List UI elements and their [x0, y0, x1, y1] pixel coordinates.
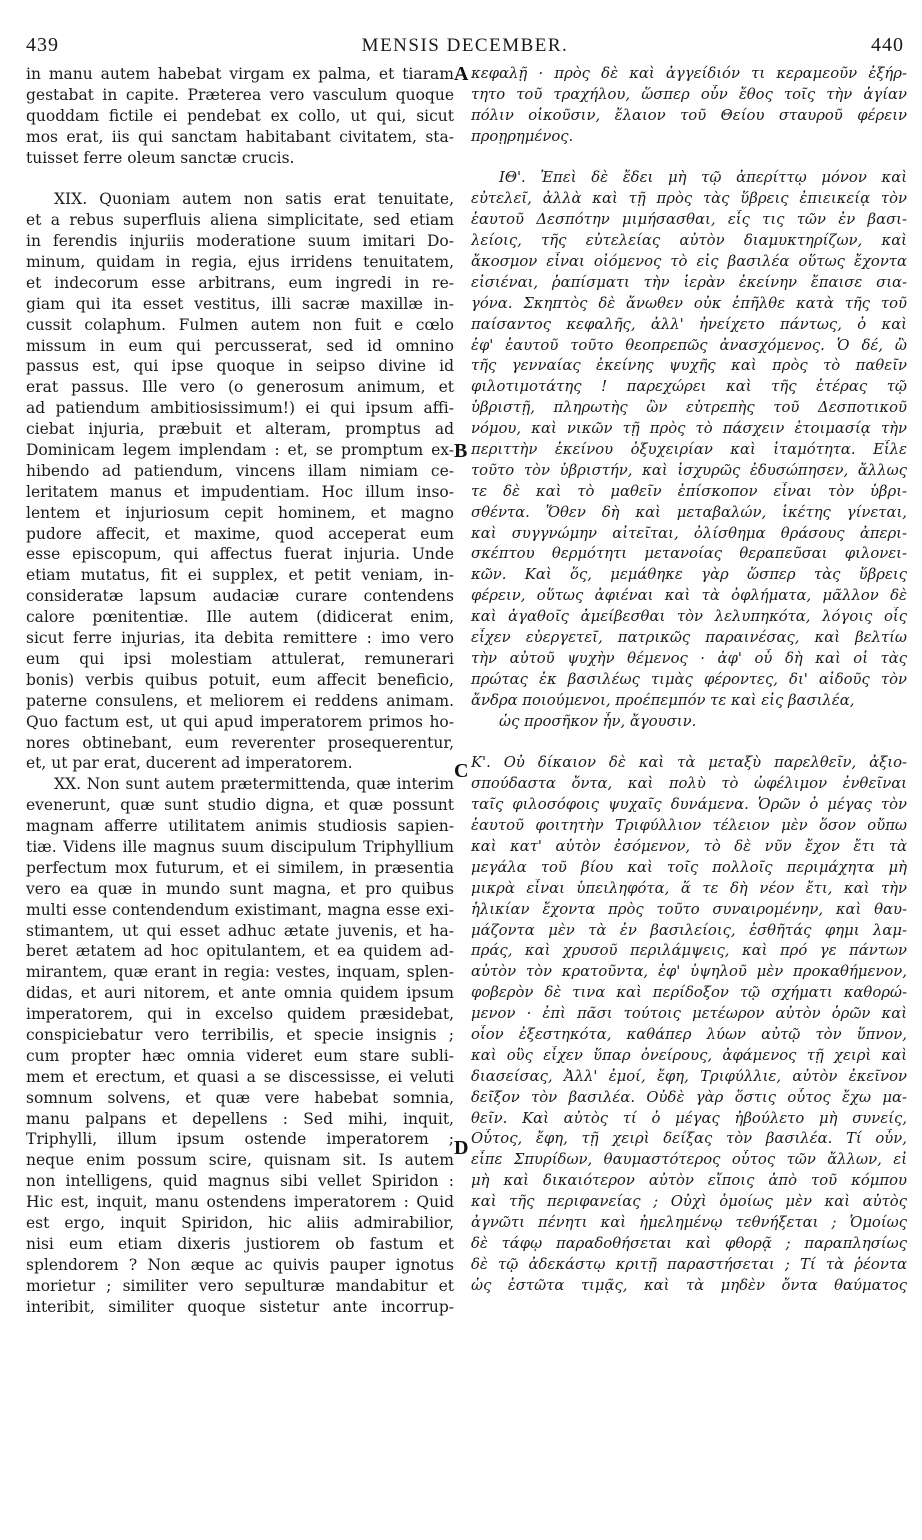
text-line: μεγάλα τοῦ βίου καὶ τοῖς πολλοῖς περιμάχητα μὴ: [471, 858, 907, 876]
text-line: paterne consulens, et meliorem ei reddens animam.: [26, 691, 454, 710]
text-line: πρώτας ἐκ βασιλέως τιμὰς φέροντες, δι' αἰδοῦς τὸν: [471, 670, 907, 688]
text-line: XX. Non sunt autem prætermittenda, quæ interim: [54, 775, 454, 794]
text-line: τὴν αὐτοῦ ψυχὴν θέμενος · ἀφ' οὗ δὴ καὶ οἱ τὰς: [471, 649, 907, 667]
text-line: esse episcopum, qui affectus fuerat injuria. Unde: [26, 545, 454, 564]
text-line: evenerunt, quæ sunt studio digna, et quæ possunt: [26, 796, 454, 815]
text-line: tuisset ferre oleum sanctæ crucis.: [26, 148, 295, 167]
text-line: calore pœnitentiæ. Ille autem (didicerat enim,: [26, 608, 454, 627]
text-line: quoddam fictile ei pendebat ex collo, ut qui, sicut: [26, 106, 454, 125]
text-line: τοῦτο τὸν ὑβριστήν, καὶ ἰσχυρῶς ἐδυσώπησεν, ἄλλως: [471, 461, 907, 479]
text-line: καὶ τῆς περιφανείας ; Οὐχὶ ὁμοίως μὲν καὶ αὐτὸς: [471, 1193, 907, 1211]
text-line: καὶ ἀγαθοῖς ἀμείβεσθαι τὸν λελυπηκότα, λόγοις οἷς: [471, 608, 907, 626]
text-line: φέρειν, οὕτως ἀφιέναι καὶ τὰ ὀφλήματα, μᾶλλον δὲ: [471, 587, 907, 605]
text-line: lentem et injuriosum cepit hominem, et magno: [26, 503, 454, 522]
text-line: ἄκοσμον εἶναι οἰόμενος τὸ εἰς βασιλέα οὕτως ἔχοντα: [471, 253, 907, 271]
text-line: ἑαυτοῦ φοιτητὴν Τριφύλλιον τέλειον μὲν ὅσον οὔπω: [471, 817, 907, 835]
text-line: κεφαλῇ · πρὸς δὲ καὶ ἀγγείδιόν τι κεραμεοῦν ἐξήρ-: [471, 65, 907, 82]
text-line: μικρὰ εἶναι ὑπειληφότα, ἅ τε δὴ νέον ἔτι, καὶ τὴν: [471, 879, 907, 897]
text-line: missum in eum qui percusserat, sed id omnino: [26, 336, 454, 355]
text-line: νόμου, καὶ νικῶν τῇ πρὸς τὸ πάσχειν ἑτοιμασίᾳ τὴν: [471, 420, 907, 438]
text-line: ΙΘ'. Ἐπεὶ δὲ ἔδει μὴ τῷ ἀπερίττῳ μόνον καὶ: [499, 169, 907, 187]
margin-marker-d: D: [454, 1137, 469, 1159]
text-line: manu palpans et depellens : Sed mihi, inquit,: [26, 1109, 454, 1128]
text-line: εἰσιέναι, ῥαπίσματι τὴν ἱερὰν ἐκείνην ἔπαισε σια-: [471, 273, 907, 291]
text-line: θεῖν. Καὶ αὐτὸς τί ὁ μέγας ἠβούλετο μὴ συνείς,: [471, 1109, 907, 1127]
text-line: διασείσας, Ἀλλ' ἐμοί, ἔφη, Τριφύλλιε, αὐτὸν ἐκεῖνον: [471, 1067, 907, 1085]
text-line: pudore affecit, et maxime, quod acceperat eum: [26, 524, 454, 543]
margin-marker-a: A: [454, 63, 469, 85]
text-line: interibit, similiter quoque sistetur ante incorrup-: [26, 1297, 454, 1316]
text-line: ὡς προσῆκον ἦν, ἄγουσιν.: [499, 712, 697, 730]
text-line: Dominicam legem implendam : et, se promptum ex-: [26, 441, 454, 460]
text-line: hibendo ad patiendum, vincens illam nimiam ce-: [26, 461, 454, 480]
page-number-left: 439: [26, 34, 59, 56]
text-line: consideratæ lapsum audaciæ curare contendens: [26, 587, 454, 606]
text-line: giam qui ita esset vestitus, illi sacræ maxillæ in-: [26, 294, 454, 313]
text-line: passus est, qui ipse quoque in seipso divine id: [26, 357, 454, 376]
text-line: γόνα. Σκηπτὸς δὲ ἄνωθεν οὐκ ἐπῆλθε κατὰ τῆς τοῦ: [471, 294, 907, 312]
text-line: ἡλικίαν ἔχοντα πρὸς τοῦτο συναιρομένην, καὶ θαυ-: [471, 900, 907, 918]
text-line: mos erat, iis qui sanctam habitabant civitatem, sta-: [26, 127, 454, 146]
latin-column: [26, 64, 454, 1534]
text-line: Hic est, inquit, manu ostendens imperatorem : Quid: [26, 1193, 454, 1212]
text-line: τῆς γενναίας ἐκείνης ψυχῆς καὶ πρὸς τὸ παθεῖν: [471, 357, 907, 375]
running-title: MENSIS DECEMBER.: [361, 35, 569, 56]
text-line: καὶ οὓς εἶχεν ὕπαρ ὀνείρους, ἀφάμενος τῇ χειρὶ καὶ: [471, 1046, 907, 1064]
text-line: magnam afferre utilitatem animis studiosis sapien-: [26, 817, 454, 836]
text-line: παίσαντος κεφαλῆς, ἀλλ' ἠνείχετο πάντως, ὁ καὶ: [471, 315, 907, 333]
text-line: in manu autem habebat virgam ex palma, et tiaram: [26, 65, 454, 83]
text-line: προῃρημένος.: [471, 127, 574, 145]
text-line: splendorem ? Non æque ac quivis pauper ignotus: [26, 1255, 454, 1274]
text-line: μενον · ἐπὶ πᾶσι τούτοις μετέωρον αὐτὸν ὁρῶν καὶ: [471, 1005, 907, 1023]
text-line: δεῖξον τὸν βασιλέα. Οὐδὲ γὰρ ὅστις οὗτος ἔχω μα-: [471, 1088, 907, 1106]
text-line: ταῖς φιλοσόφοις ψυχαῖς δυνάμενα. Ὁρῶν ὁ μέγας τὸν: [471, 796, 907, 814]
text-line: sicut ferre injurias, ita debita remittere : imo vero: [26, 629, 454, 648]
margin-marker-b: B: [454, 440, 468, 462]
text-line: ἀγνῶτι πένητι καὶ ἠμελημένῳ τεθνήξεται ; Ὁμοίως: [471, 1213, 907, 1231]
text-line: Triphylli, illum ipsum ostende imperatorem ;: [26, 1130, 454, 1149]
text-line: nisi eum etiam dixeris justiorem ob fastum et: [26, 1234, 454, 1253]
text-line: δὲ τῷ ἀδεκάστῳ κριτῇ παραστήσεται ; Τί τὰ ῥέοντα: [471, 1255, 907, 1273]
text-line: morietur ; similiter vero sepulturæ mandabitur et: [26, 1276, 454, 1295]
text-line: somnum solvens, et quæ vere habebat somnia,: [26, 1088, 454, 1107]
text-line: est ergo, inquit Spiridon, hic aliis admirabilior,: [26, 1213, 454, 1232]
text-line: αὐτὸν τὸν κρατοῦντα, ἐφ' ὑψηλοῦ μὲν προκαθήμενον,: [471, 963, 907, 981]
text-line: καὶ κατ' αὐτὸν ἐσόμενον, τὸ δὲ νῦν ἔχον ἔτι τὰ: [471, 837, 907, 855]
page-number-right: 440: [870, 34, 904, 56]
text-line: mem et erectum, et quasi a se discessisse, ei veluti: [26, 1067, 454, 1086]
text-line: et indecorum esse arbitrans, eum ingredi in re-: [26, 273, 454, 292]
text-line: εὐτελεῖ, ἀλλὰ καὶ τῇ πρὸς τὰς ὕβρεις ἐπιεικείᾳ τὸν: [471, 190, 907, 208]
greek-column: [471, 64, 907, 1534]
text-line: minum, quidam in regia, ejus irridens tenuitatem,: [26, 253, 454, 272]
text-line: beret ætatem ad hoc opitulantem, et ea quidem ad-: [26, 942, 454, 961]
text-line: erat passus. Ille vero (o generosum animum, et: [26, 378, 454, 397]
text-line: φιλοτιμοτάτης ! παρεχώρει καὶ τῆς ἑτέρας τῷ: [471, 378, 907, 396]
text-line: κῶν. Καὶ ὅς, μεμάθηκε γὰρ ὥσπερ τὰς ὕβρεις: [471, 566, 907, 584]
text-line: ἐφ' ἑαυτοῦ τοῦτο θεοπρεπῶς ἀνασχόμενος. Ὁ δέ, ὢ: [471, 336, 907, 354]
text-line: vero ea quæ in mundo sunt magna, et pro quibus: [26, 879, 454, 898]
text-line: φοβερὸν δὲ τινα καὶ περίδοξον τῷ σχήματι καθορώ-: [471, 984, 907, 1002]
text-line: nores obtinebant, eum reverenter prosequerentur,: [26, 733, 454, 752]
text-line: ὡς ἑστῶτα τιμᾷς, καὶ τὰ μηδὲν ὄντα θαύματος: [471, 1276, 907, 1294]
text-line: et, ut par erat, ducerent ad imperatorem.: [26, 754, 353, 773]
text-line: ἑαυτοῦ Δεσπότην μιμήσασθαι, εἷς τις τῶν ἐν βασι-: [471, 211, 907, 229]
text-line: λείοις, τῆς εὐτελείας αὐτὸν διαμυκτηρίζων, καὶ: [471, 232, 907, 250]
text-line: Οὗτος, ἔφη, τῇ χειρὶ δείξας τὸν βασιλέα. Τί οὖν,: [471, 1130, 907, 1148]
text-line: multi esse contendendum existimant, magna esse exi-: [26, 900, 454, 919]
text-line: etiam mutatus, fit ei supplex, et petit veniam, in-: [26, 566, 454, 585]
text-line: imperatorem, qui in excelso quidem præsidebat,: [26, 1005, 454, 1024]
text-line: δὲ τάφῳ παραδοθήσεται καὶ φθορᾷ ; παραπλησίως: [471, 1234, 907, 1252]
text-line: σκέπτου θερμότητι μετανοίας θεραπεῦσαι φιλονει-: [471, 545, 907, 563]
text-line: didas, et auri nitorem, et ante omnia quidem ipsum: [26, 984, 454, 1003]
text-line: πράς, καὶ χρυσοῦ περιλάμψεις, καὶ πρό γε πάντων: [471, 942, 907, 960]
text-line: non intelligens, quid magnus sibi vellet Spiridon :: [26, 1172, 454, 1191]
text-line: μάζοντα μὲν τὰ ἐν βασιλείοις, ἐσθῆτάς φημι λαμ-: [471, 921, 907, 939]
paragraph-gap: [26, 168, 454, 189]
text-line: ad patiendum ambitiosissimum!) ei qui ipsum affi-: [26, 399, 454, 418]
text-line: in ferendis injuriis moderatione suum imitari Do-: [26, 232, 454, 251]
text-line: περιττὴν ἐκείνου ὀξυχειρίαν καὶ ἰταμότητα. Εἷλε: [471, 441, 907, 459]
text-line: Quo factum est, ut qui apud imperatorem primos ho-: [26, 712, 454, 731]
text-line: τητο τοῦ τραχήλου, ὥσπερ οὖν ἔθος τοῖς τὴν ἁγίαν: [471, 85, 907, 103]
margin-marker-c: C: [454, 760, 469, 782]
text-line: σπούδαστα ὄντα, καὶ πολὺ τὸ ὠφέλιμον ἐνθεῖναι: [471, 775, 907, 793]
paragraph-gap: [471, 148, 907, 169]
text-line: gestabat in capite. Præterea vero vasculum quoque: [26, 85, 454, 104]
text-line: καὶ συγγνώμην αἰτεῖται, ὀλίσθημα θράσους ἀπερι-: [471, 524, 907, 542]
text-line: τε δὲ καὶ τὸ μαθεῖν ἐπίσκοπον εἶναι τὸν ὑβρι-: [471, 482, 907, 500]
text-line: Κ'. Οὐ δίκαιον δὲ καὶ τὰ μεταξὺ παρελθεῖν, ἀξιο-: [471, 754, 907, 772]
text-line: perfectum mox futurum, et ei similem, in præsentia: [26, 858, 454, 877]
text-line: ciebat injuria, præbuit et alteram, promptus ad: [26, 420, 454, 439]
text-line: et a rebus superfluis aliena simplicitate, sed etiam: [26, 211, 454, 230]
text-line: ἄνδρα ποιούμενοι, προέπεμπόν τε καὶ εἰς βασιλέα,: [471, 691, 855, 709]
text-line: stimantem, ut qui esset adhuc ætate juvenis, et ha-: [26, 921, 454, 940]
paragraph-gap: [471, 733, 907, 754]
text-line: mirantem, quæ erant in regia: vestes, inquam, splen-: [26, 963, 454, 982]
text-line: neque enim possum scire, quisnam sit. Is autem: [26, 1151, 454, 1170]
text-line: οἷον ἐξεστηκότα, καθάπερ λύων αὐτῷ τὸν ὕπνον,: [471, 1025, 907, 1043]
text-line: πόλιν οἰκοῦσιν, ἔλαιον τοῦ Θείου σταυροῦ φέρειν: [471, 106, 907, 124]
text-line: μὴ καὶ δικαιότερον αὐτὸν εἴποις ἀπὸ τοῦ κόμπου: [471, 1172, 907, 1190]
text-line: eum qui ipsi molestiam attulerat, remunerari: [26, 649, 454, 668]
text-line: tiæ. Videns ille magnus suum discipulum Triphyllium: [26, 837, 454, 856]
text-line: σθέντα. Ὅθεν δὴ καὶ μεταβαλών, ἱκέτης γίνεται,: [471, 503, 907, 521]
text-line: εἶχεν εὐεργετεῖ, πατρικῶς παραινέσας, καὶ βελτίω: [471, 629, 907, 647]
text-line: cussit colaphum. Fulmen autem non fuit e cœlo: [26, 315, 454, 334]
text-line: leritatem manus et impudentiam. Hoc illum inso-: [26, 482, 454, 501]
page-header: [26, 34, 904, 62]
text-line: εἶπε Σπυρίδων, θαυμαστότερος οὗτος τῶν ἄλλων, εἰ: [471, 1151, 907, 1169]
text-line: XIX. Quoniam autem non satis erat tenuitate,: [54, 190, 454, 209]
text-line: conspiciebatur vero terribilis, et specie insignis ;: [26, 1025, 454, 1044]
text-line: ὑβριστῇ, πληρωτὴς ὢν εὐτρεπὴς τοῦ Δεσποτικοῦ: [471, 399, 907, 417]
text-line: bonis) verbis quibus potuit, eum affecit beneficio,: [26, 670, 454, 689]
text-line: cum propter hæc omnia videret eum stare subli-: [26, 1046, 454, 1065]
